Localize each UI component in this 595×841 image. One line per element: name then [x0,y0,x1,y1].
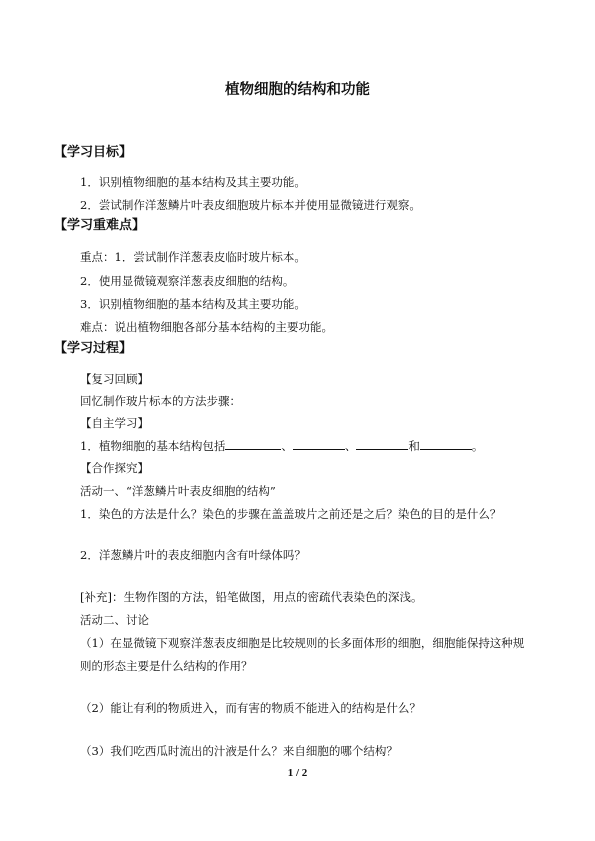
supplement-note: [补充]：生物作图的方法，铅笔做图，用点的密疏代表染色的深浅。 [80,590,423,604]
fill-in-question [80,438,483,453]
question-1: 1．染色的方法是什么？染色的步骤在盖盖玻片之前还是之后？染色的目的是什么？ [80,507,502,521]
explore-label: 【合作探究】 [80,461,149,475]
key-point-2: 2．使用显微镜观察洋葱表皮细胞的结构。 [80,274,295,288]
key-point-3: 3．识别植物细胞的基本结构及其主要功能。 [80,297,306,311]
activity-two-title: 活动二、讨论 [80,613,149,627]
page-title: 植物细胞的结构和功能 [225,82,370,98]
discussion-2: （2）能让有利的物质进入，而有害的物质不能进入的结构是什么？ [80,701,421,715]
answer-blank-1[interactable] [225,438,281,450]
key-points-heading: 【学习重难点】 [54,218,146,233]
difficulty-point: 难点：说出植物细胞各部分基本结构的主要功能。 [80,320,333,334]
discussion-1-line-1: （1）在显微镜下观察洋葱表皮细胞是比较规则的长多面体形的细胞，细胞能保持这种规 [80,636,525,650]
review-text: 回忆制作玻片标本的方法步骤： [80,394,241,408]
objectives-heading: 【学习目标】 [54,145,133,160]
key-point-1: 重点：1．尝试制作洋葱表皮临时玻片标本。 [80,250,306,264]
review-label: 【复习回顾】 [80,372,149,386]
fill-prefix: 1．植物细胞的基本结构包括 [80,439,226,453]
fill-and: 和 [408,439,420,453]
self-study-label: 【自主学习】 [80,416,149,430]
objective-item-1: 1．识别植物细胞的基本结构及其主要功能。 [80,175,306,189]
process-heading: 【学习过程】 [54,341,133,356]
objective-item-2: 2．尝试制作洋葱鳞片叶表皮细胞玻片标本并使用显微镜进行观察。 [80,198,421,212]
answer-blank-2[interactable] [293,438,345,450]
discussion-1-line-2: 则的形态主要是什么结构的作用？ [80,659,253,673]
answer-blank-4[interactable] [420,438,472,450]
answer-blank-3[interactable] [356,438,408,450]
activity-one-title: 活动一、“洋葱鳞片叶表皮细胞的结构” [80,484,276,498]
question-2: 2．洋葱鳞片叶的表皮细胞内含有叶绿体吗？ [80,548,306,562]
discussion-3: （3）我们吃西瓜时流出的汁液是什么？来自细胞的哪个结构？ [80,744,398,758]
fill-separator-2: 、 [344,439,357,453]
page-number: 1 / 2 [287,767,308,779]
fill-separator-1: 、 [281,439,293,453]
fill-end: 。 [471,439,484,453]
